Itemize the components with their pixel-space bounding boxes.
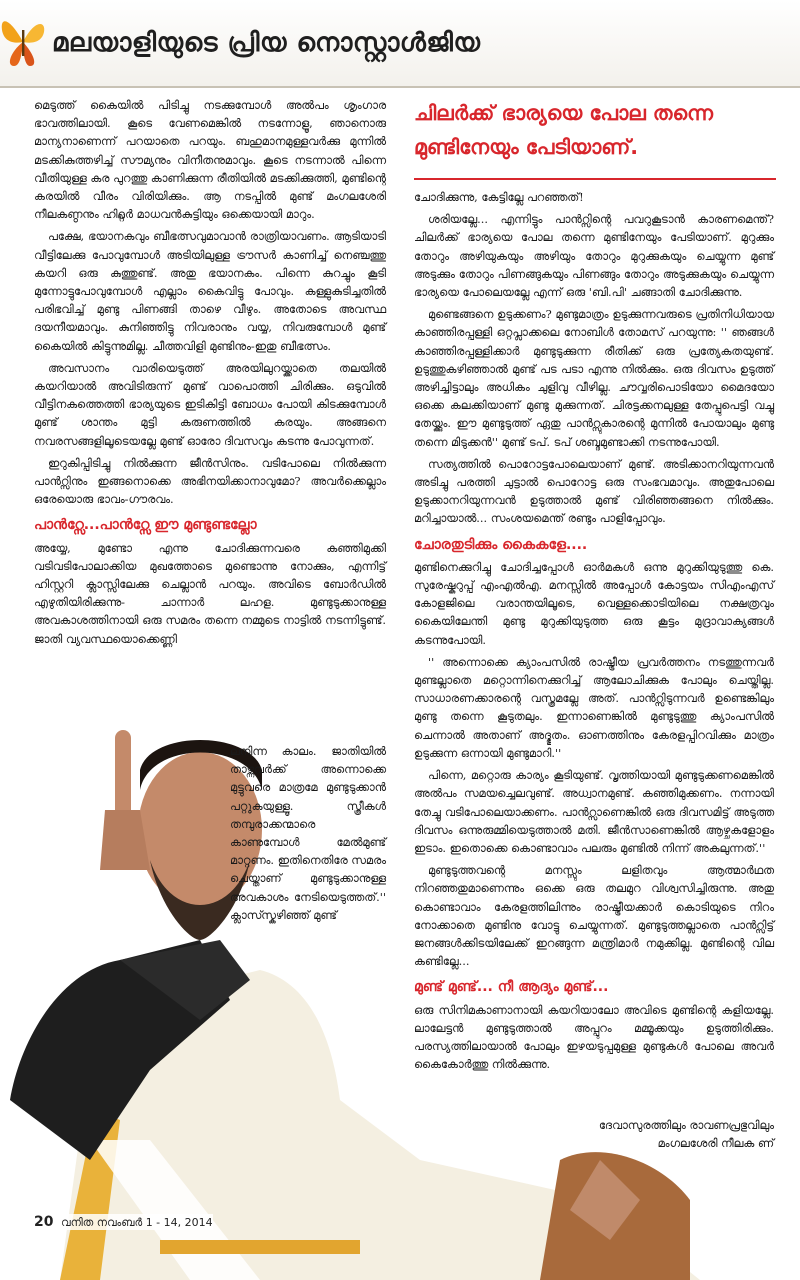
pull-quote-line: മുണ്ടിനേയും പേടിയാണ്. [414,135,639,159]
body-paragraph: ചോദിക്കുന്നു, കേട്ടില്ലേ പറഞ്ഞത്! [414,190,584,204]
continued-paragraph: ദേവാസുരത്തിലും രാവണപ്രഭുവിലും മംഗലശേരി നീലക ണ് [598,1118,774,1151]
section-subhead: പാൻറ്സേ...പാൻറ്സേ ഈ മുണ്ടുണ്ടല്ലോ [34,517,257,534]
right-column [414,188,774,1077]
issue-info: വനിത നവംബർ 1 - 14, 2014 [60,1216,213,1229]
body-paragraph: പിന്നെ, മറ്റൊരു കാര്യം കൂടിയുണ്ട്. വൃത്തിയായി മുണ്ടുടുക്കണമെങ്കിൽ അൽപം സമയച്ചെലവുണ്ട്. അധ്വാനമുണ്ട്. കഞ്ഞിമുക്കണം. നന്നായി തേച്ചു വടിപോലെയാക്കണം. പാൻറ്സാണെങ്കിൽ ഒരു ദിവസമിട്ട് അടുത്ത ദിവസം ഒന്നുരുമ്മിയെടുത്താൽ മതി. ജീൻസാണെങ്കിൽ ആഴ്ചകളോളം ഇടാം. ഇതൊക്കെ കൊണ്ടാവാം പലരും മുണ്ടിൽ നിന്ന് അകലുന്നത്.'' [414,768,774,855]
pull-quote-divider [414,178,776,180]
page-number: 20 [34,1214,54,1230]
section-subhead: ചോരതുടിക്കും കൈകളേ.... [414,536,588,553]
body-paragraph: '' അന്നൊക്കെ ക്യാംപസിൽ രാഷ്ട്രീയ പ്രവർത്തനം നടത്തുന്നവർ മുണ്ടല്ലാതെ മറ്റൊന്നിനെക്കുറിച്ച് ആലോചിക്കുക പോലും ചെയ്തില്ല. സാധാരണക്കാരന്റെ വസ്ത്രമല്ലേ അത്. പാൻറ്സിടുന്നവർ ഉണ്ടെങ്കിലും മുണ്ടു തന്നെ കൂടുതലും. ഇന്നാണെങ്കിൽ മുണ്ടുടുത്തു ക്യാംപസിൽ ചെന്നാൽ അതാണ് അദ്ഭുതം. ഓണത്തിനും കേരളപ്പിറവിക്കും മാത്രം ഉടുക്കുന്ന ഒന്നായി മുണ്ടുമാറി.'' [414,654,774,760]
page-footer [34,1214,213,1230]
section-subhead: മുണ്ട് മുണ്ട്... നീ ആദ്യം മുണ്ട്... [414,979,609,996]
body-paragraph: മുണ്ടുടുത്തവന്റെ മനസ്സും ലളിതവും ആത്മാർഥത നിറഞ്ഞതുമാണെന്നും ഒക്കെ ഒരു തലമുറ വിശ്വസിച്ചിരുന്നു. അതു കൊണ്ടാവാം കേരളത്തിലിന്നും രാഷ്ട്രീയക്കാർ കൊടിയുടെ നിറം നോക്കാതെ മുണ്ടിനു വോട്ടു ചെയ്യുന്നത്. മുണ്ടുടുത്തല്ലാതെ പാൻറ്സിട്ട് ജനങ്ങൾക്കിടയിലേക്ക് ഇറങ്ങുന്ന മന്ത്രിമാർ നമുക്കില്ല. മുണ്ടിന്റെ വില കണ്ടില്ലേ... [414,863,774,969]
body-paragraph: ഇറുകിപ്പിടിച്ചു നിൽക്കുന്ന ജീൻസിനും. വടിപോലെ നിൽക്കുന്ന പാൻറ്സിനും ഇങ്ങനൊക്കെ അഭിനയിക്കാനാവുമോ? അവർക്കെല്ലാം ഒരേയൊരു ഭാവം-ഗൗരവം. [34,455,386,507]
body-paragraph: സത്യത്തിൽ പൊറോട്ടപോലെയാണ് മുണ്ട്. അടിക്കാനറിയുന്നവൻ അടിച്ചു പരത്തി ചുട്ടാൽ പൊറോട്ട ഒരു സംഭവമാവും. അതുപോലെ ഉടുക്കാനറിയുന്നവൻ ഉടുത്താൽ മുണ്ട് വിരിഞ്ഞങ്ങനെ നിൽക്കും. മറിച്ചായാൽ... സംശയമെന്ത് രണ്ടും പാളിപ്പോവും. [414,456,774,526]
body-paragraph: ശരിയല്ലേ... എന്നിട്ടും പാൻറ്സിന്റെ പവറുകൂടാൻ കാരണമെന്ത്? ചിലർക്ക് ഭാര്യയെ പോല തന്നെ മുണ്ടിനേയും പേടിയാണ്. മുറുക്കും തോറും അഴിയുകയും അഴിയും തോറും മുറുക്കുകയും ചെയ്യുന്ന മുണ്ട് അടുക്കും തോറും പിണങ്ങുകയും പിണങ്ങും തോറും അടുക്കുകയും ചെയ്യുന്ന ഭാര്യയെ പോലെയല്ലേ എന്ന് ഒരു 'ബി.പി' ചങ്ങാതി ചോദിക്കുന്നു. [414,212,774,300]
body-paragraph: മുണ്ടെങ്ങനെ ഉടുക്കണം? മുണ്ടുമാത്രം ഉടുക്കുന്നവരുടെ പ്രതിനിധിയായ കാഞ്ഞിരപ്പള്ളി ഒറ്റപ്ലാക്കലെ നോബിൾ തോമസ് പറയുന്നു: '' ഞങ്ങൾ കാഞ്ഞിരപ്പള്ളിക്കാർ മുണ്ടുടുക്കുന്ന രീതിക്ക് ഒരു പ്രത്യേകതയുണ്ട്. ഉടുത്തുകഴിഞ്ഞാൽ മുണ്ട് പട പടാ എന്നു നിൽക്കും. ഒരു ദിവസം ഉടുത്ത് അഴിച്ചിട്ടാലും അധികം ചുളിവു വീഴില്ല. ചൗവ്വരിപൊടിയോ മൈദയോ ഒക്കെ കലക്കിയാണ് മുണ്ടു മുക്കുന്നത്. ചിരട്ടക്കനലുള്ള തേപ്പുപെട്ടി വച്ചു തേയ്ക്കും. ഈ മുണ്ടുടുത്ത് ഏതു പാൻറ്സുകാരന്റെ മുന്നിൽ പോയാലും മുണ്ടു തന്നെ മിടുക്കൻ'' മുണ്ട് ടപ്. ടപ് ശബ്ദമുണ്ടാക്കി നടന്നുപോയി. [414,307,774,449]
series-title: മലയാളിയുടെ പ്രിയ നൊസ്റ്റാൾജിയ [52,28,481,58]
wrapped-paragraph: ലനിന്ന കാലം. ജാതിയിൽ താഴ്ന്നവർക്ക് അന്നൊക്കെ മുട്ടുവരെ മാത്രമേ മുണ്ടുടുക്കാൻ പറ്റുകയുള്ളൂ. സ്ത്രീകൾ തമ്പുരാക്കന്മാരെ കാണുമ്പോൾ മേൽമുണ്ട് മാറ്റണം. ഇതിനെതിരേ സമരം ചെയ്താണ് മുണ്ടുടുക്കാനുള്ള അവകാശം നേടിയെടുത്തത്.'' ക്ലാസ്സ്കഴിഞ്ഞ് മുണ്ട് [230,744,386,922]
body-paragraph: അയ്യേ, മുണ്ടോ എന്നു ചോദിക്കുന്നവരെ കഞ്ഞിമുക്കി വടിവടിപോലാക്കിയ മുഖത്തോടെ മുണ്ടൊന്നു നോക്കും, എന്നിട്ട് ഹിസ്റ്ററി ക്ലാസ്സിലേക്കു ചെല്ലാൻ പറയും. അവിടെ ബോർഡിൽ എഴുതിയിരിക്കുന്നു- ചാന്നാർ ലഹള. മുണ്ടുടുക്കാനുള്ള അവകാശത്തിനായി ഒരു സമരം തന്നെ നമ്മുടെ നാട്ടിൽ നടന്നിട്ടുണ്ട്. ജാതി വ്യവസ്ഥയൊക്കെണ്ണി [34,540,386,646]
body-paragraph: അവസാനം വാരിയെടുത്ത് അരയിലുറയ്ക്കാതെ തലയിൽ കയറിയാൽ അവിടിരുന്ന് മുണ്ട് വാപൊത്തി ചിരിക്കും. ഒടുവിൽ വീട്ടിനകത്തെത്തി ഭാര്യയുടെ ഇടികിട്ടി ബോധം പോയി കിടക്കുമ്പോൾ മുണ്ട് ശാന്തം മുട്ടി കരുണത്തിൽ കരയും. അങ്ങനെ നവരസങ്ങളിലൂടെയല്ലേ മുണ്ട് ഓരോ ദിവസവും കടന്നു പോവുന്നത്. [34,360,386,448]
page-header [0,0,800,88]
body-paragraph: ഒരു സിനിമകാണാനായി കയറിയാലോ അവിടെ മുണ്ടിന്റെ കളിയല്ലേ. ലാലേട്ടൻ മുണ്ടുടുത്താൽ അപ്പുറം മമ്മൂക്കയും ഉടുത്തിരിക്കും. പരസ്യത്തിലായാൽ പോലും ഇഴയടുപ്പമുള്ള മുണ്ടുകൾ പോലെ അവർ കൈകോർത്തു നിൽക്കുന്നു. [414,1002,774,1072]
body-paragraph: മെടുത്ത് കൈയിൽ പിടിച്ചു നടക്കുമ്പോൾ അൽപം ശൃംഗാര ഭാവത്തിലായി. കൂടെ വേണമെങ്കിൽ നടന്നോളൂ, ഞാനൊരു മാന്യനാണെന്ന് പറയാതെ പറയും. ബഹുമാനമുള്ളവർക്കു മുന്നിൽ മടക്കികുത്തഴിച്ച് സൗമ്യനും വിനീതനുമാവും. കൂടെ നടന്നാൽ പിന്നെ വീതിയുള്ള കര പുറത്തു കാണിക്കുന്ന രീതിയിൽ മടക്കിക്കുത്തി, മുണ്ടിന്റെ കരയിൽ വീരം വിരിയിക്കും. ആ നടപ്പിൽ മുണ്ട് മംഗലശേരി നീലകണ്ഠനും ഹിറ്റ്ലർ മാധവൻകുട്ടിയും ഒക്കെയായി മാറും. [34,98,386,222]
pull-quote-line: ചിലർക്ക് ഭാര്യയെ പോല തന്നെ [414,101,713,125]
body-paragraph: പക്ഷേ, ഭയാനകവും ബീഭത്സവുമാവാൻ രാത്രിയാവണം. ആടിയാടി വീട്ടിലേക്കു പോവുമ്പോൾ അടിയിലുള്ള ട്രൗസർ കാണിച്ച് നെഞ്ചത്തു കയറി ഒരു കുത്തുണ്ട്. അതു ഭയാനകം. പിന്നെ കുറച്ചും കൂടി മുന്നോട്ടുപോവുമ്പോൾ എല്ലാം കൈവിട്ടു പോവും. കള്ളുകുടിച്ചതിൽ പരിഭവിച്ച് മുണ്ടു പിണങ്ങി താഴെ വീഴും. അതോടെ അവസ്ഥ ദയനീയമാവും. കുനിഞ്ഞിട്ടു നിവരാനും വയ്യ, നിവരുമ്പോൾ മുണ്ട് കൈയിൽ കിട്ടുന്നുമില്ല. ചീത്തവിളി മുണ്ടിനും-ഇതു ബീഭത്സം. [34,229,386,353]
left-column [34,96,386,652]
body-paragraph: മുണ്ടിനെക്കുറിച്ചു ചോദിച്ചപ്പോൾ ഓർമകൾ ഒന്നു മുറുക്കിയുടുത്തു കെ. സുരേഷ്കുറുപ്പ് എംഎൽഎ. മനസ്സിൽ അപ്പോൾ കോട്ടയം സിഎംഎസ് കോളജിലെ വരാന്തയിലൂടെ, വെള്ളക്കൊടിയിലെ നക്ഷത്രവും കൈയിലേന്തി മുണ്ടു മുറുക്കിയുടുത്ത ഒരു കൂട്ടം മുദ്രാവാക്യങ്ങൾ കടന്നുപോയി. [414,559,774,647]
pull-quote [414,96,780,168]
butterfly-logo-icon [0,12,46,70]
